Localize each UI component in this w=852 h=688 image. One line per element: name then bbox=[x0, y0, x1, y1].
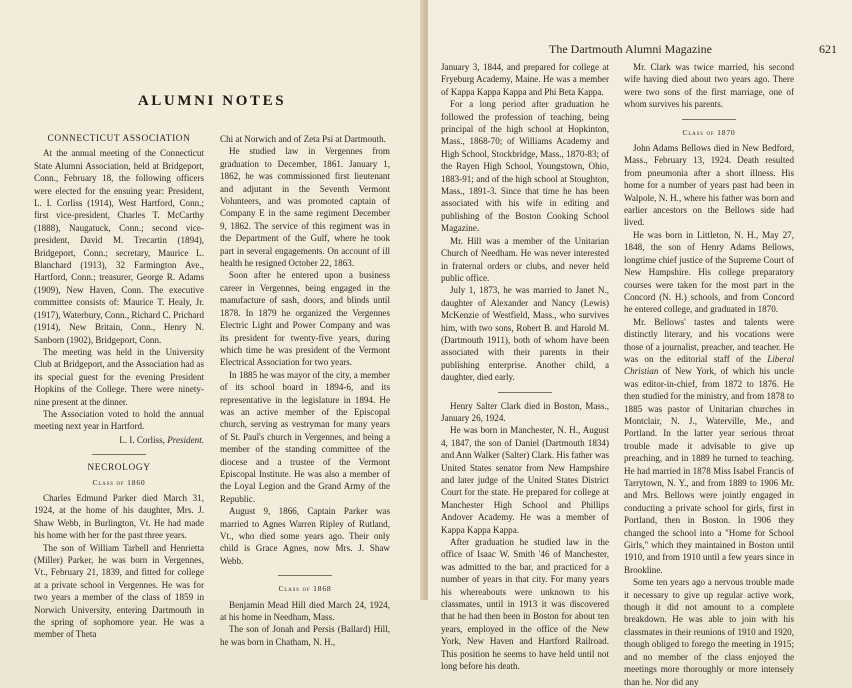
class-heading: Class of 1860 bbox=[92, 477, 146, 487]
page-number: 621 bbox=[819, 42, 837, 56]
paragraph: Charles Edmund Parker died March 31, 1924, at the home of his daughter, Mrs. J. Shaw Webb, in Burlington, Vt. He had made his home with her for the past three years. bbox=[34, 492, 204, 541]
column-2 bbox=[220, 133, 390, 648]
paragraph: Soon after he entered upon a business career in Vergennes, being engaged in the manufacture of sash, doors, and blinds until 1878. In 1879 he organized the Vergennes Electric Light and Power Company and was its president for twenty-five years, during which time he was president of the Vermont Electrical Association for two years. bbox=[220, 270, 390, 368]
paragraph: August 9, 1866, Captain Parker was married to Agnes Warren Ripley of Rutland, Vt., who died some years ago. Their only child is Grace Agnes, now Mrs. J. Shaw Webb. bbox=[220, 506, 390, 566]
signature-title: President. bbox=[167, 434, 204, 445]
paragraph: He was born in Littleton, N. H., May 27, 1848, the son of Henry Adams Bellows, longtime chief justice of the Supreme Court of New Hampshire. His college preparatory courses were taken for the most part in the Concord (N. H.) schools, and from Concord he entered college, and graduated in 1870. bbox=[624, 229, 794, 315]
paragraph: Mr. Hill was a member of the Unitarian Church of Needham. He was never interested in fraternal orders or clubs, and never held public office. bbox=[441, 235, 609, 283]
paragraph: After graduation he studied law in the office of Isaac W. Smith '46 of Manchester, was admitted to the bar, and practiced for a number of years in that city. For many years his whereabouts were unknown to his classmates, until in 1913 it was discovered that he had then been in Boston for about ten years, employed in the office of the New York, New Haven and Hartford Railroad. This position he seems to have held until not long before his death. bbox=[441, 537, 609, 672]
column-3 bbox=[441, 61, 609, 673]
paragraph: Benjamin Mead Hill died March 24, 1924, at his home in Needham, Mass. bbox=[220, 599, 390, 623]
paragraph: Mr. Clark was twice married, his second wife having died about two years ago. There were two sons of the first marriage, one of whom survives his parents. bbox=[624, 62, 794, 110]
paragraph: Some ten years ago a nervous trouble made it necessary to give up regular active work, though it did not amount to a complete breakdown. He was able to join with his classmates in their reunions of 1910 and 1920, though obliged to forego the meeting in 1915; and no member of the class enjoyed the meetings more thoroughly or more intensely than he. Nor did any bbox=[624, 577, 794, 687]
divider bbox=[682, 119, 736, 120]
class-heading: Class of 1870 bbox=[682, 127, 736, 137]
paragraph: At the annual meeting of the Connecticut State Alumni Association, held at Bridgeport, Conn., February 18, the following officers were elected for the ensuing year: President, L. I. Corliss (1914), West Hartford, Conn.; first vice-president, Charles T. McCarthy (1888), Naugatuck, Conn.; second vice-president, David M. Trecartin (1894), Bridgeport, Conn.; secretary, Maurice L. Blanchard (1913), 32 Farmington Ave., Hartford, Conn.; treasurer, George R. Adams (1909), New Haven, Conn. The executive committee consists of: Maurice T. Healy, Jr. (1917), Waterbury, Conn., Richard C. Prichard (1914), New Britain, Conn., Henry N. Sanborn (1902), Bridgeport, Conn. bbox=[34, 148, 204, 345]
paragraph: The son of William Tarbell and Henrietta (Miller) Parker, he was born in Vergennes, Vt., February 21, 1839, and fitted for college at a private school in Vergennes. He was for two years a member of the class of 1859 in Norwich University, entering Dartmouth in the spring of sophomore year. He was a member of Theta bbox=[34, 542, 204, 640]
class-heading: Class of 1868 bbox=[278, 584, 332, 594]
right-page bbox=[428, 0, 852, 687]
column-4 bbox=[624, 61, 794, 688]
paragraph: Henry Salter Clark died in Boston, Mass., January 26, 1924. bbox=[441, 400, 609, 423]
paragraph: He was born in Manchester, N. H., August 4, 1847, the son of Daniel (Dartmouth 1834) and Ann Walker (Salter) Clark. His father was United States senator from New Hampshire and later judge of the United States District Court for the state. He prepared for college at Manchester High School and Phillips Andover Academy. He was a member of Kappa Kappa Kappa. bbox=[441, 425, 609, 535]
paragraph: The meeting was held in the University Club at Bridgeport, and the Association had as its special guest for the evening President Hopkins of the College. There were ninety-nine present at the dinner. bbox=[34, 346, 204, 407]
paragraph: He studied law in Vergennes from graduation to December, 1861. January 1, 1862, he was commissioned first lieutenant and adjutant in the Seventh Vermont Volunteers, and was promoted captain of Company E in the same regiment December 9, 1862. The service of this regiment was in the Department of the Gulf, where he took part in several engagements. On account of ill health he resigned October 22, 1863. bbox=[220, 146, 390, 269]
paragraph: For a long period after graduation he followed the profession of teaching, being principal of the high school at Hopkinton, Mass., 1868-70; of Williams Academy and High School, Stockbridge, Mass., 1870-83; of the Rayen High School, Youngstown, Ohio, 1883-91; and of the high school at Stoughton, Mass., 1891-3. Since that time he has been associated with his wife in editing and publishing of the Boston Cooking School Magazine. bbox=[441, 99, 609, 234]
left-page bbox=[0, 0, 424, 647]
divider bbox=[498, 392, 552, 393]
section-heading-connecticut: CONNECTICUT ASSOCIATION bbox=[47, 134, 191, 144]
signature bbox=[34, 434, 204, 446]
divider bbox=[92, 454, 146, 455]
paragraph: The son of Jonah and Persis (Ballard) Hill, he was born in Chatham, N. H., bbox=[220, 624, 390, 647]
divider bbox=[278, 575, 332, 576]
paragraph: July 1, 1873, he was married to Janet N., daughter of Alexander and Nancy (Lewis) McKenzie of Westfield, Mass., who survives him, with two sons, Robert B. and Harold M. (Dartmouth 1911), both of whom have been associated with their parents in their publishing enterprise. Another child, a daughter, died early. bbox=[441, 285, 609, 383]
paragraph: John Adams Bellows died in New Bedford, Mass., February 13, 1924. Death resulted from pneumonia after a short illness. His home for a number of years past had been in Walpole, N. H., where his father was born and earlier ancestors on the Bellows side had lived. bbox=[624, 143, 794, 228]
paragraph: In 1885 he was mayor of the city, a member of its school board in 1894-6, and its representative in the legislature in 1894. He was an active member of the Episcopal church, serving as vestryman for many years of St. Paul's church in Vergennes, and being a member of the standing committee of the diocese and a trustee of the Vermont Episcopal Institute. He was also a member of the Loyal Legion and the Grand Army of the Republic. bbox=[220, 369, 390, 504]
text-run: Mr. Bellows' tastes and talents were distinctly literary, and his vocations were those of a journalist, preacher, and teacher. He was on the editorial staff of the bbox=[624, 316, 794, 364]
paragraph: The Association voted to hold the annual meeting next year in Hartford. bbox=[34, 408, 204, 432]
paragraph: Chi at Norwich and of Zeta Psi at Dartmouth. bbox=[220, 134, 386, 144]
text-run: of New York, of which his uncle was editor-in-chief, from 1872 to 1876. He then studied for the ministry, and from 1878 to 1885 was pastor of Unitarian churches in Montclair, N. J., Waterville, Me., and Portland. In the latter year serious throat trouble made it advisable to give up preaching, and in 1889 he turned to teaching. He had married in 1878 Miss Isabel Francis of Tarrytown, N. Y., and from 1889 to 1906 Mr. and Mrs. Bellows were jointly engaged in conducting a private school for girls, first in Portland, then in Boston. In 1906 they changed the school into a "Home for School Girls," which they maintained in Boston until 1910, and from 1910 until a few years since in Brookline. bbox=[624, 366, 794, 575]
running-header: The Dartmouth Alumni Magazine bbox=[549, 42, 712, 56]
signature-name: L. I. Corliss, bbox=[119, 434, 165, 445]
page-title: ALUMNI NOTES bbox=[137, 93, 287, 109]
publication-title: Liberal Christian bbox=[624, 353, 794, 377]
paragraph bbox=[624, 316, 794, 577]
section-heading-necrology: NECROLOGY bbox=[87, 463, 151, 474]
column-1 bbox=[34, 131, 204, 641]
paragraph: January 3, 1844, and prepared for college at Fryeburg Academy, Maine. He was a member of Kappa Kappa Kappa and Phi Beta Kappa. bbox=[441, 62, 609, 97]
